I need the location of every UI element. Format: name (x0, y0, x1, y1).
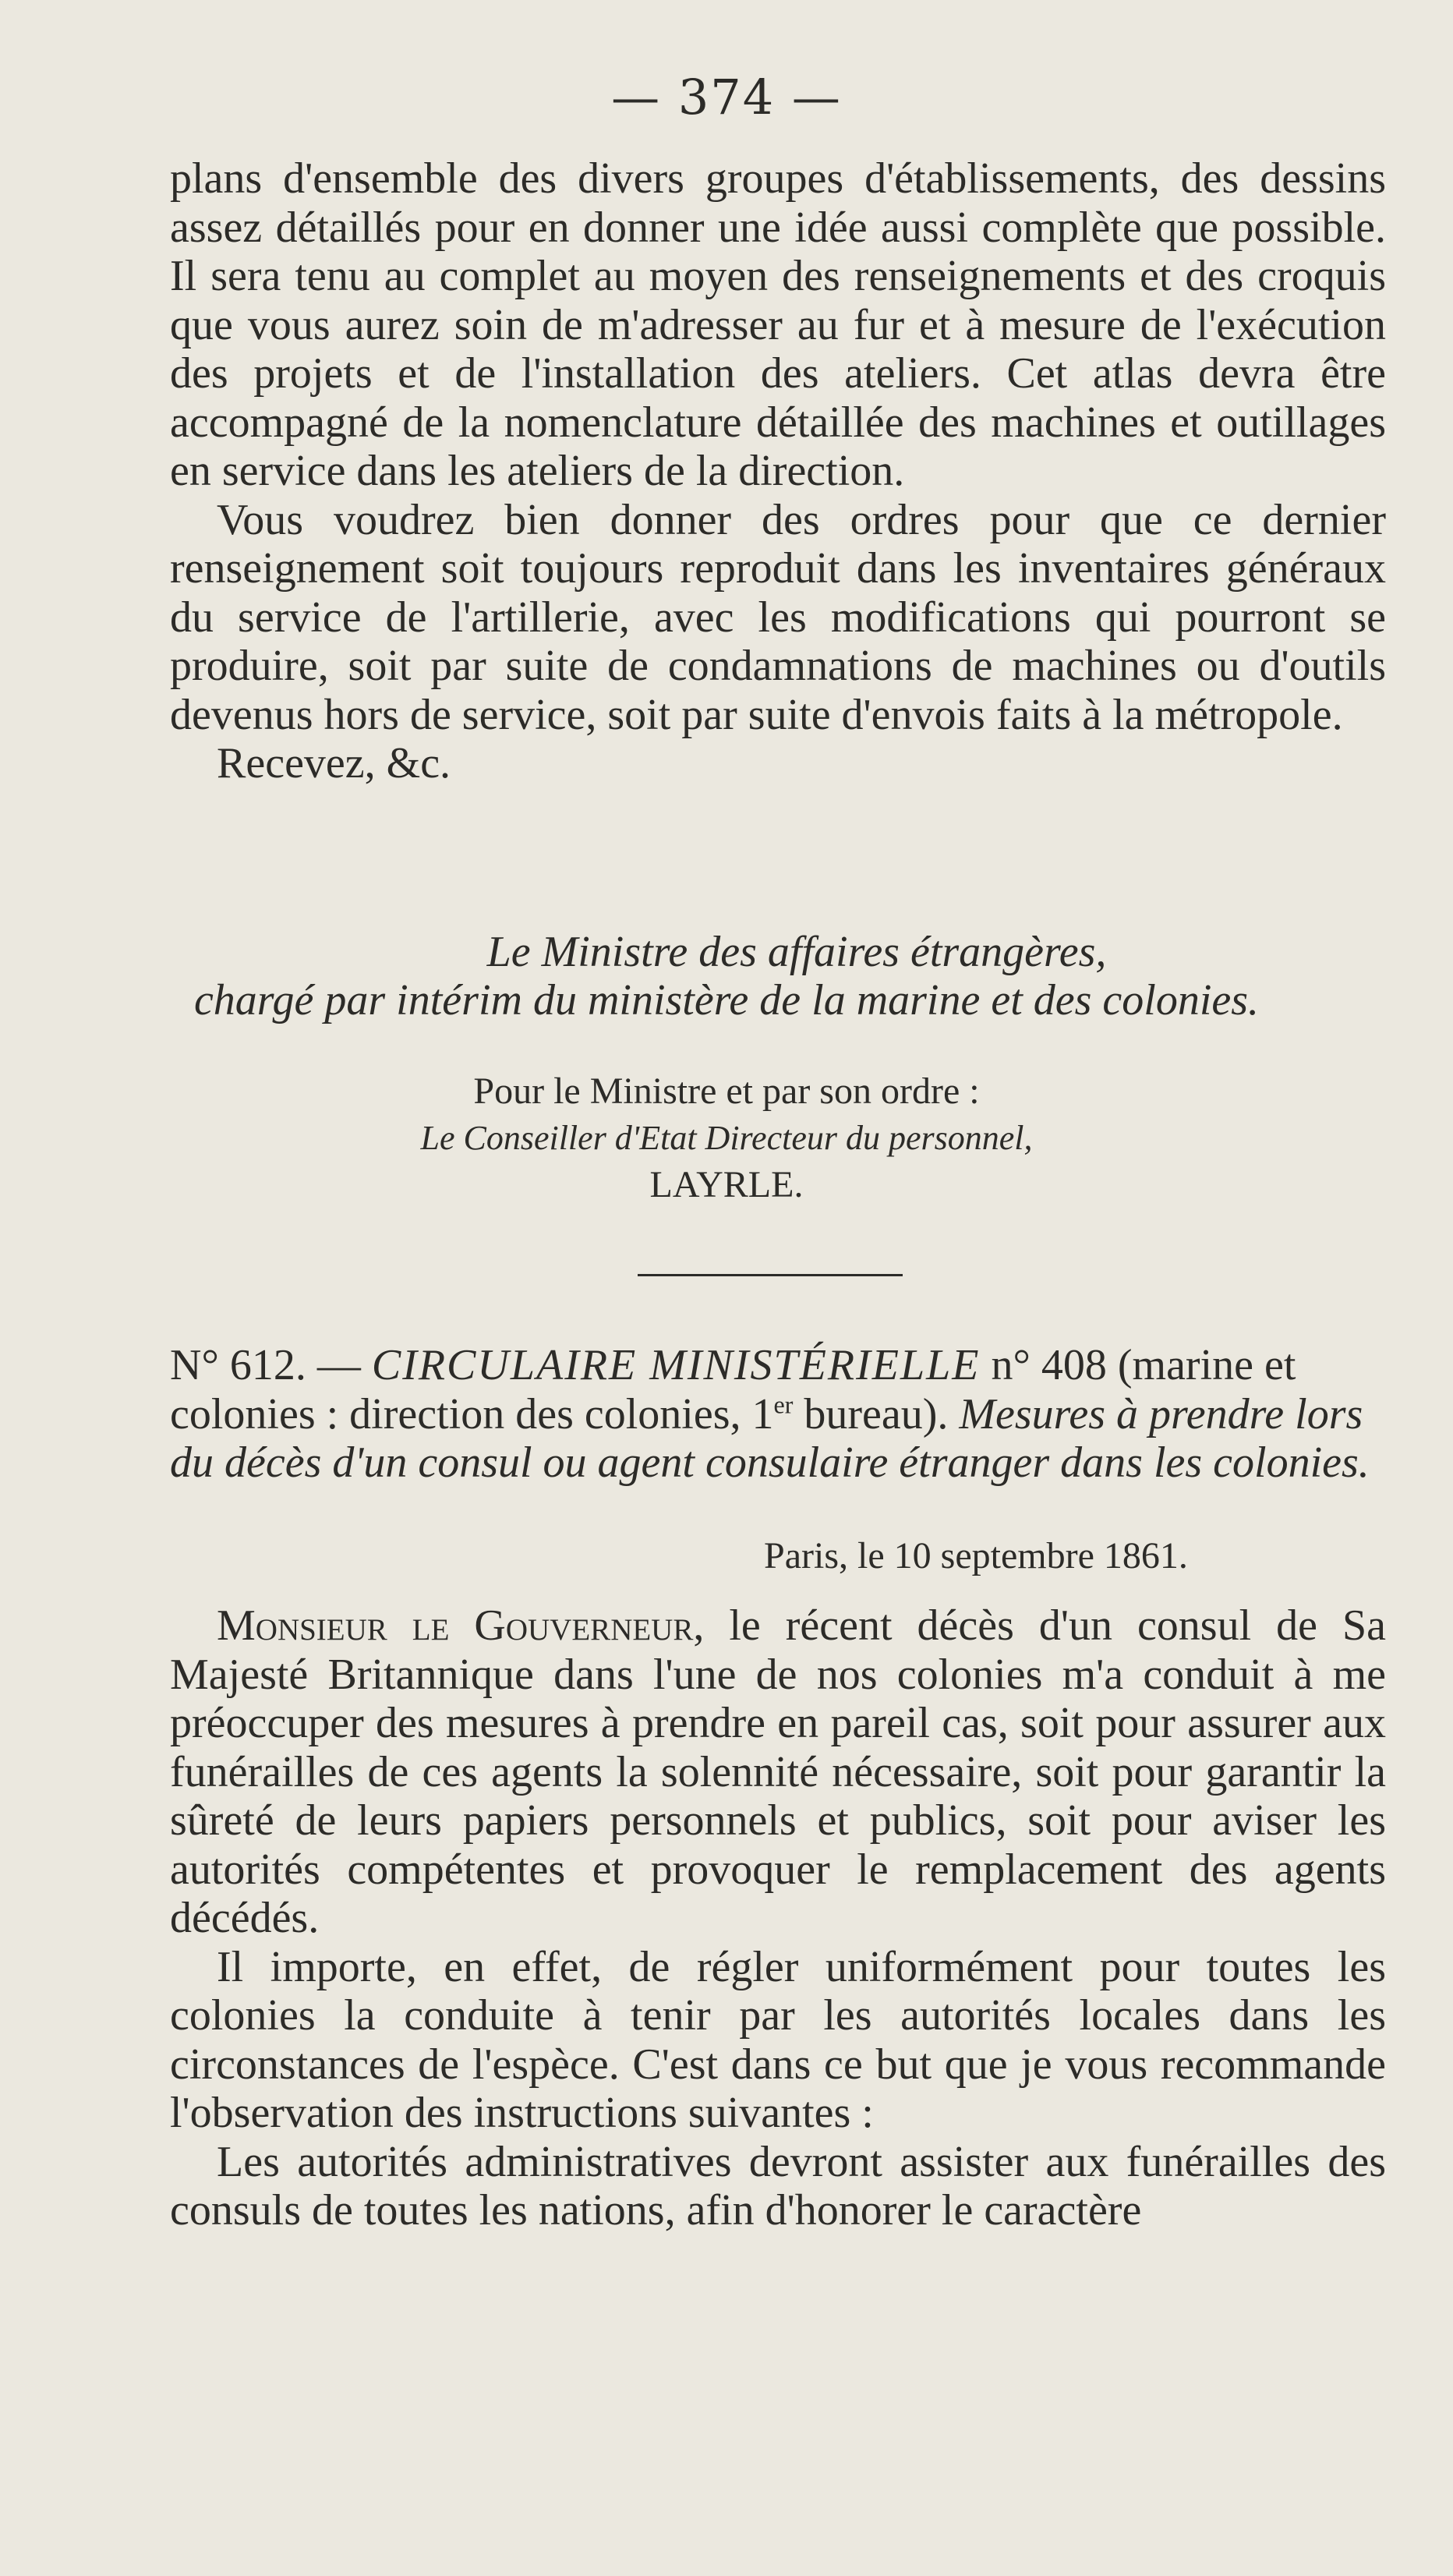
paragraph-text: , le récent décès d'un consul de Sa Majesté Britannique dans l'une de nos colonies m'a conduit à me préoccuper des mesures à prendre en pareil cas, soit pour assurer aux funérailles de ces agents la solennité nécessaire, soit pour garantir la sûreté de leurs papiers personnels et publics, soit pour aviser les autorités compétentes et provoquer le remplacement des agents décédés. (170, 1601, 1386, 1942)
circular-subject: Mesures à prendre lors du décès d'un consul ou agent consulaire étranger dans les colonies. (170, 1389, 1370, 1487)
circular-ref-end: bureau). (804, 1389, 949, 1438)
paragraph: Les autorités administratives devront assister aux funérailles des consuls de toutes les nations, afin d'honorer le caractère (170, 2137, 1386, 2235)
paragraph: plans d'ensemble des divers groupes d'établissements, des dessins assez détaillés pour en donner une idée aussi complète que possible. Il sera tenu au complet au moyen des renseignements et des croquis que vous aurez soin de m'adresser au fur et à mesure de l'exécution des projets et de l'installation des ateliers. Cet atlas devra être accompagné de la nomenclature détaillée des machines et outillages en service dans les ateliers de la direction. (170, 154, 1386, 495)
signature-line: chargé par intérim du ministère de la marine et des colonies. (193, 976, 1260, 1024)
page-number: — 374 — (611, 69, 842, 126)
paragraph (170, 1601, 1386, 1943)
salutation: Monsieur le Gouverneur (217, 1601, 694, 1650)
signature-line: Le Ministre des affaires étrangères, (486, 928, 1107, 976)
circular-number: N° 612. — (170, 1341, 361, 1389)
circular-ref-sup: er (773, 1389, 794, 1418)
dateline: Paris, le 10 septembre 1861. (764, 1535, 1188, 1576)
signature-line: Pour le Ministre et par son ordre : (473, 1070, 980, 1112)
text-block-top (170, 154, 1386, 788)
closing-line: Recevez, &c. (217, 739, 451, 787)
paragraph: Vous voudrez bien donner des ordres pour que ce dernier renseignement soit toujours reproduit dans les inventaires généraux du service de l'artillerie, avec les modifications qui pourront se produire, soit par suite de condamnations de machines ou d'outils devenus hors de service, soit par suite d'envois faits à la métropole. (170, 495, 1386, 739)
circular-title: CIRCULAIRE MINISTÉRIELLE (371, 1341, 981, 1389)
circular-ref: n° 408 (marine et colonies : direction des colonies, 1 (170, 1341, 1296, 1438)
signature-minister (0, 928, 1453, 1024)
circular-heading (170, 1341, 1386, 1488)
signature-director (0, 1068, 1453, 1208)
signature-line: Le Conseiller d'Etat Directeur du personnel, (420, 1119, 1033, 1157)
text-block-circular (170, 1601, 1386, 2235)
paragraph: Il importe, en effet, de régler uniformément pour toutes les colonies la conduite à tenir par les autorités locales dans les circonstances de l'espèce. C'est dans ce but que je vous recommande l'observation des instructions suivantes : (170, 1942, 1386, 2137)
signature-name: LAYRLE. (649, 1164, 804, 1205)
section-divider (638, 1274, 903, 1276)
